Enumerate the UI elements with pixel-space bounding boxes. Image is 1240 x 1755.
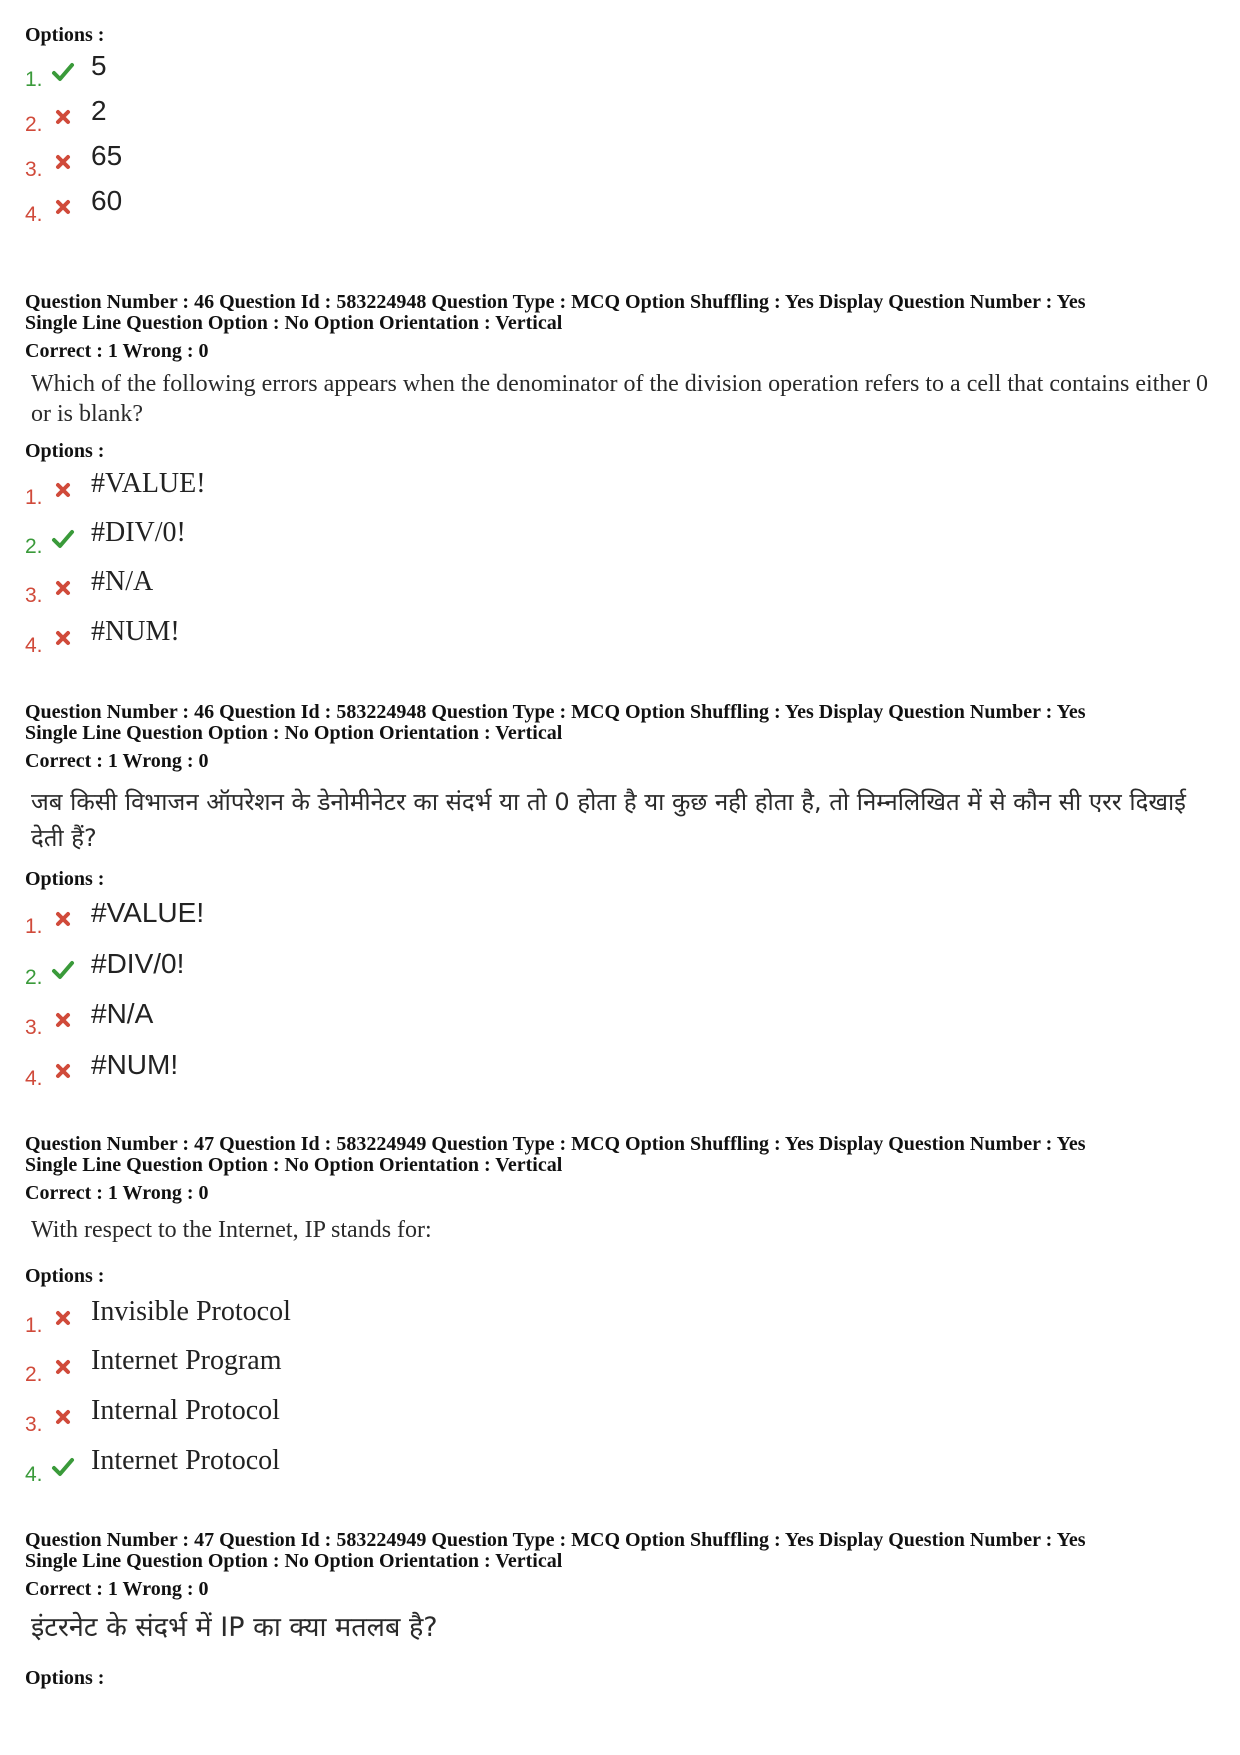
- check-icon: [51, 958, 75, 982]
- options-label: Options :: [25, 868, 105, 890]
- option-item: [25, 1393, 725, 1437]
- option-text: Internet Protocol: [91, 1445, 280, 1476]
- option-number: 4.: [25, 1463, 43, 1486]
- cross-icon: [51, 1059, 75, 1083]
- option-number: 2.: [25, 966, 43, 989]
- cross-icon: [51, 150, 75, 174]
- option-number: 3.: [25, 158, 43, 181]
- option-text: 60: [91, 185, 123, 216]
- option-item: [25, 614, 725, 658]
- option-number: 4.: [25, 634, 43, 657]
- option-item: [25, 183, 725, 227]
- option-number: 4.: [25, 1067, 43, 1090]
- question-score: Correct : 1 Wrong : 0: [25, 750, 209, 772]
- check-icon: [51, 1455, 75, 1479]
- option-text: #N/A: [91, 566, 154, 597]
- options-label: Options :: [25, 440, 105, 462]
- cross-icon: [51, 105, 75, 129]
- option-text: #NUM!: [91, 616, 180, 647]
- option-item: [25, 946, 725, 990]
- option-item: [25, 1294, 725, 1338]
- question-text: Which of the following errors appears when the denominator of the division operation refers to a cell that contains either 0 or is blank?: [31, 371, 1208, 427]
- question-meta-line: Single Line Question Option : No Option Orientation : Vertical: [25, 1154, 563, 1176]
- option-item: [25, 996, 725, 1040]
- cross-icon: [51, 1306, 75, 1330]
- question-text: With respect to the Internet, IP stands for:: [31, 1217, 432, 1243]
- option-number: 1.: [25, 915, 43, 938]
- question-meta-line: Single Line Question Option : No Option Orientation : Vertical: [25, 312, 563, 334]
- option-text: 5: [91, 50, 107, 81]
- option-number: 3.: [25, 584, 43, 607]
- check-icon: [51, 60, 75, 84]
- question-score: Correct : 1 Wrong : 0: [25, 1578, 209, 1600]
- cross-icon: [51, 1008, 75, 1032]
- question-score: Correct : 1 Wrong : 0: [25, 1182, 209, 1204]
- option-number: 2.: [25, 113, 43, 136]
- option-item: [25, 1047, 725, 1091]
- option-text: #NUM!: [91, 1049, 179, 1080]
- option-text: #VALUE!: [91, 468, 206, 499]
- option-item: [25, 1443, 725, 1487]
- option-number: 4.: [25, 203, 43, 226]
- option-number: 1.: [25, 68, 43, 91]
- option-item: [25, 1343, 725, 1387]
- question-meta-line: Question Number : 46 Question Id : 583224948 Question Type : MCQ Option Shuffling : Yes Display Question Number : Yes: [25, 701, 1086, 723]
- question-meta-line: Single Line Question Option : No Option Orientation : Vertical: [25, 1550, 563, 1572]
- cross-icon: [51, 195, 75, 219]
- option-number: 1.: [25, 486, 43, 509]
- option-item: [25, 564, 725, 608]
- option-number: 1.: [25, 1314, 43, 1337]
- question-text: जब किसी विभाजन ऑपरेशन के डेनोमीनेटर का संदर्भ या तो 0 होता है या कुछ नही होता है, तो निम्नलिखित में से कौन सी एरर दिखाई देती हैं?: [31, 788, 1186, 852]
- option-number: 2.: [25, 535, 43, 558]
- question-score: Correct : 1 Wrong : 0: [25, 340, 209, 362]
- cross-icon: [51, 1355, 75, 1379]
- option-text: 65: [91, 140, 123, 171]
- cross-icon: [51, 576, 75, 600]
- option-text: #N/A: [91, 998, 154, 1029]
- option-text: #DIV/0!: [91, 517, 186, 548]
- cross-icon: [51, 478, 75, 502]
- options-label: Options :: [25, 24, 105, 46]
- option-text: 2: [91, 95, 107, 126]
- option-text: Internet Program: [91, 1345, 282, 1376]
- option-text: Internal Protocol: [91, 1395, 280, 1426]
- cross-icon: [51, 907, 75, 931]
- option-item: [25, 93, 725, 137]
- cross-icon: [51, 1405, 75, 1429]
- option-item: [25, 895, 725, 939]
- question-text: इंटरनेट के संदर्भ में IP का क्या मतलब है?: [31, 1612, 438, 1643]
- question-meta-line: Question Number : 47 Question Id : 583224949 Question Type : MCQ Option Shuffling : Yes Display Question Number : Yes: [25, 1529, 1086, 1551]
- option-number: 3.: [25, 1413, 43, 1436]
- option-text: #VALUE!: [91, 897, 205, 928]
- option-number: 2.: [25, 1363, 43, 1386]
- option-text: Invisible Protocol: [91, 1296, 291, 1327]
- question-meta-line: Question Number : 46 Question Id : 583224948 Question Type : MCQ Option Shuffling : Yes Display Question Number : Yes: [25, 291, 1086, 313]
- option-item: [25, 48, 725, 92]
- question-meta-line: Single Line Question Option : No Option Orientation : Vertical: [25, 722, 563, 744]
- option-item: [25, 515, 725, 559]
- option-item: [25, 466, 725, 510]
- option-number: 3.: [25, 1016, 43, 1039]
- option-item: [25, 138, 725, 182]
- option-text: #DIV/0!: [91, 948, 185, 979]
- question-meta-line: Question Number : 47 Question Id : 583224949 Question Type : MCQ Option Shuffling : Yes Display Question Number : Yes: [25, 1133, 1086, 1155]
- options-label: Options :: [25, 1265, 105, 1287]
- check-icon: [51, 527, 75, 551]
- cross-icon: [51, 626, 75, 650]
- options-label: Options :: [25, 1667, 105, 1689]
